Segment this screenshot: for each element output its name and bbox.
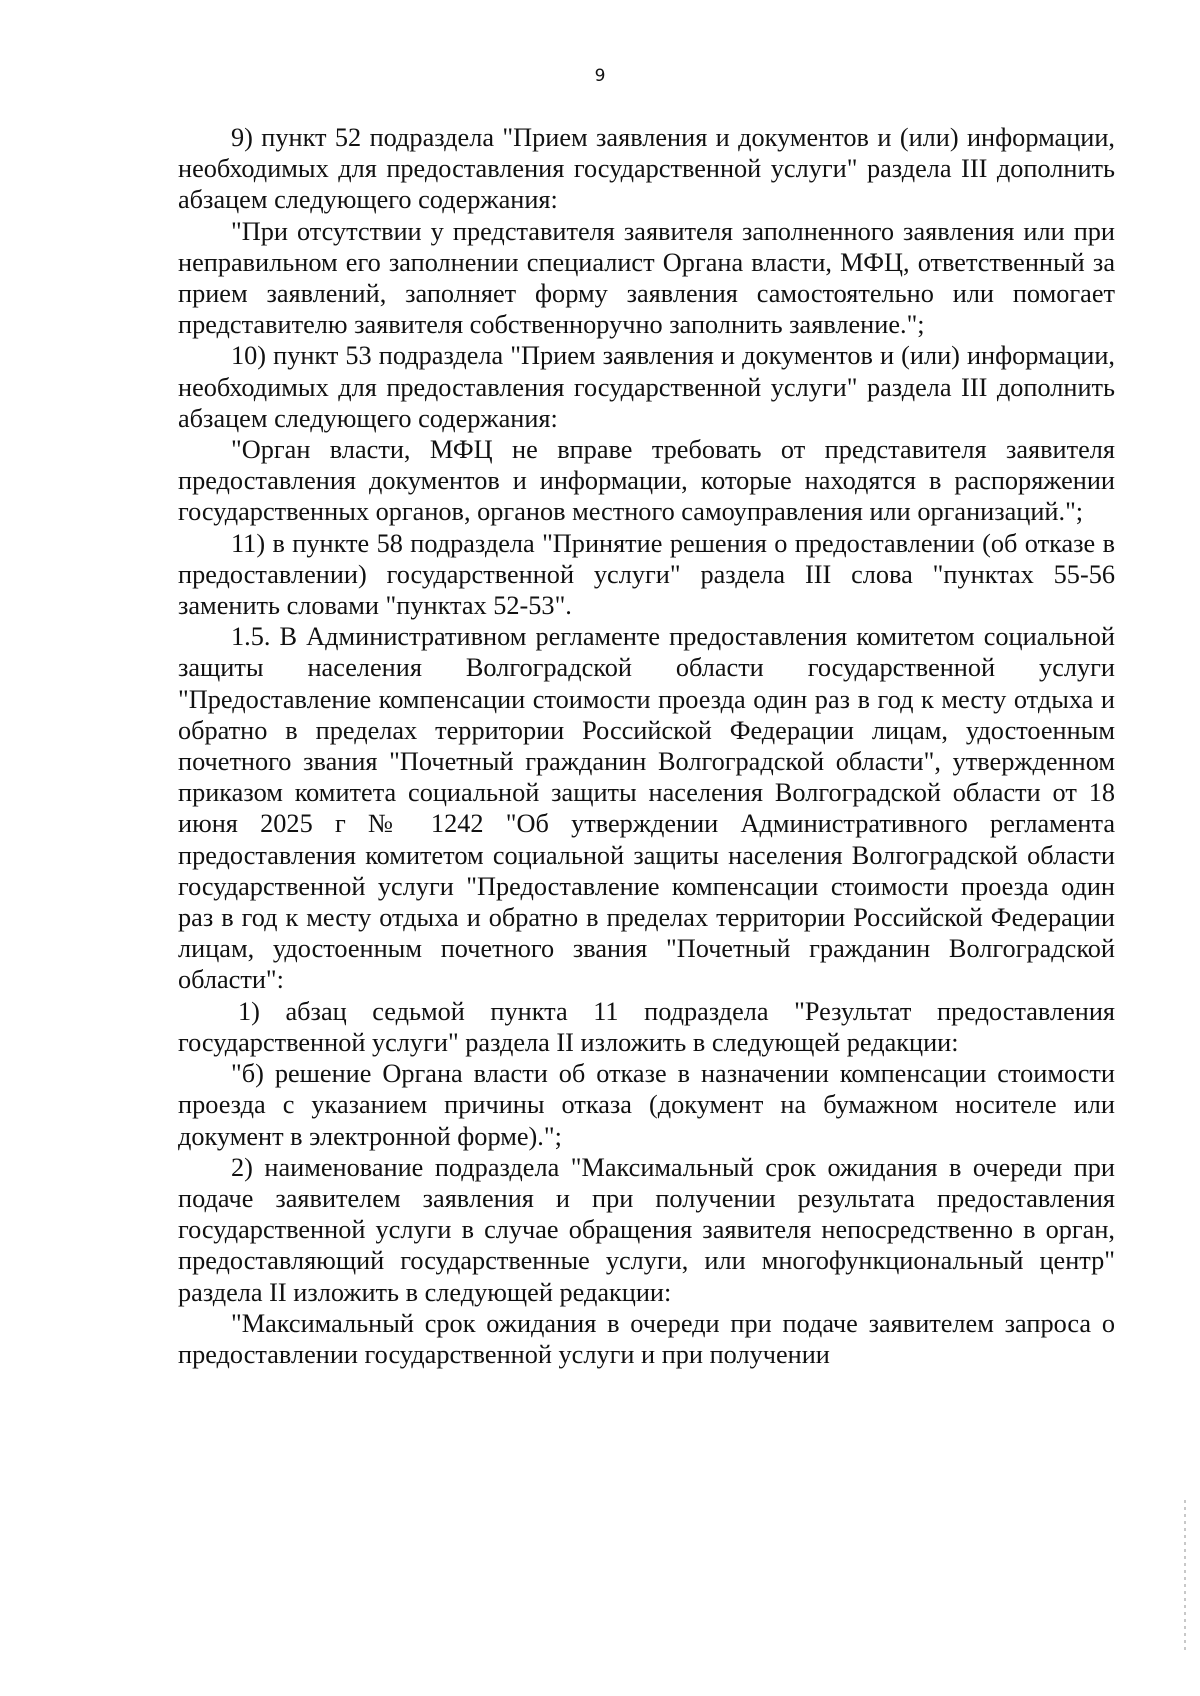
document-body (178, 122, 1115, 1370)
paragraph-section-1-5: 1.5. В Административном регламенте предоставления комитетом социальной защиты населения Волгоградской области государственной услуги "Предоставление компенсации стоимости проезда один раз в год к месту отдыха и обратно в пределах территории Российской Федерации лицам, удостоенным почетного звания "Почетный гражданин Волгоградской области", утвержденном приказом комитета социальной защиты населения Волгоградской области от 18 июня 2025 г № 1242 "Об утверждении Административного регламента предоставления комитетом социальной защиты населения Волгоградской области государственной услуги "Предоставление компенсации стоимости проезда один раз в год к месту отдыха и обратно в пределах территории Российской Федерации лицам, удостоенным почетного звания "Почетный гражданин Волгоградской области": (178, 622, 1115, 995)
paragraph-quoted-text-3: "б) решение Органа власти об отказе в назначении компенсации стоимости проезда с указанием причины отказа (документ на бумажном носителе или документ в электронной форме)."; (178, 1059, 1115, 1151)
paragraph-quoted-text-2: "Орган власти, МФЦ не вправе требовать от представителя заявителя предоставления документов и информации, которые находятся в распоряжении государственных органов, органов местного самоуправления или организаций."; (178, 435, 1115, 527)
paragraph-item-2-amendment: 2) наименование подраздела "Максимальный срок ожидания в очереди при подаче заявителем заявления и при получении результата предоставления государственной услуги в случае обращения заявителя непосредственно в орган, предоставляющий государственные услуги, или многофункциональный центр" раздела II изложить в следующей редакции: (178, 1152, 1115, 1307)
paragraph-quoted-text-4: "Максимальный срок ожидания в очереди при подаче заявителем запроса о предоставлении государственной услуги и при получении (178, 1308, 1115, 1369)
page-number: 9 (594, 66, 606, 86)
scan-edge-mark (1184, 1500, 1186, 1650)
paragraph-item-10-amendment: 10) пункт 53 подраздела "Прием заявления и документов и (или) информации, необходимых для предоставления государственной услуги" раздела III дополнить абзацем следующего содержания: (178, 341, 1115, 433)
paragraph-item-11-amendment: 11) в пункте 58 подраздела "Принятие решения о предоставлении (об отказе в предоставлении) государственной услуги" раздела III слова "пунктах 55-56 заменить словами "пунктах 52-53". (178, 528, 1115, 621)
paragraph-quoted-text-1: "При отсутствии у представителя заявителя заполненного заявления или при неправильном его заполнении специалист Органа власти, МФЦ, ответственный за прием заявлений, заполняет форму заявления самостоятельно или помогает представителю заявителя собственноручно заполнить заявление."; (178, 216, 1115, 340)
paragraph-item-1-amendment: 1) абзац седьмой пункта 11 подраздела "Результат предоставления государственной услуги" раздела II изложить в следующей редакции: (178, 996, 1115, 1057)
paragraph-item-9-amendment: 9) пункт 52 подраздела "Прием заявления и документов и (или) информации, необходимых для предоставления государственной услуги" раздела III дополнить абзацем следующего содержания: (178, 123, 1115, 215)
